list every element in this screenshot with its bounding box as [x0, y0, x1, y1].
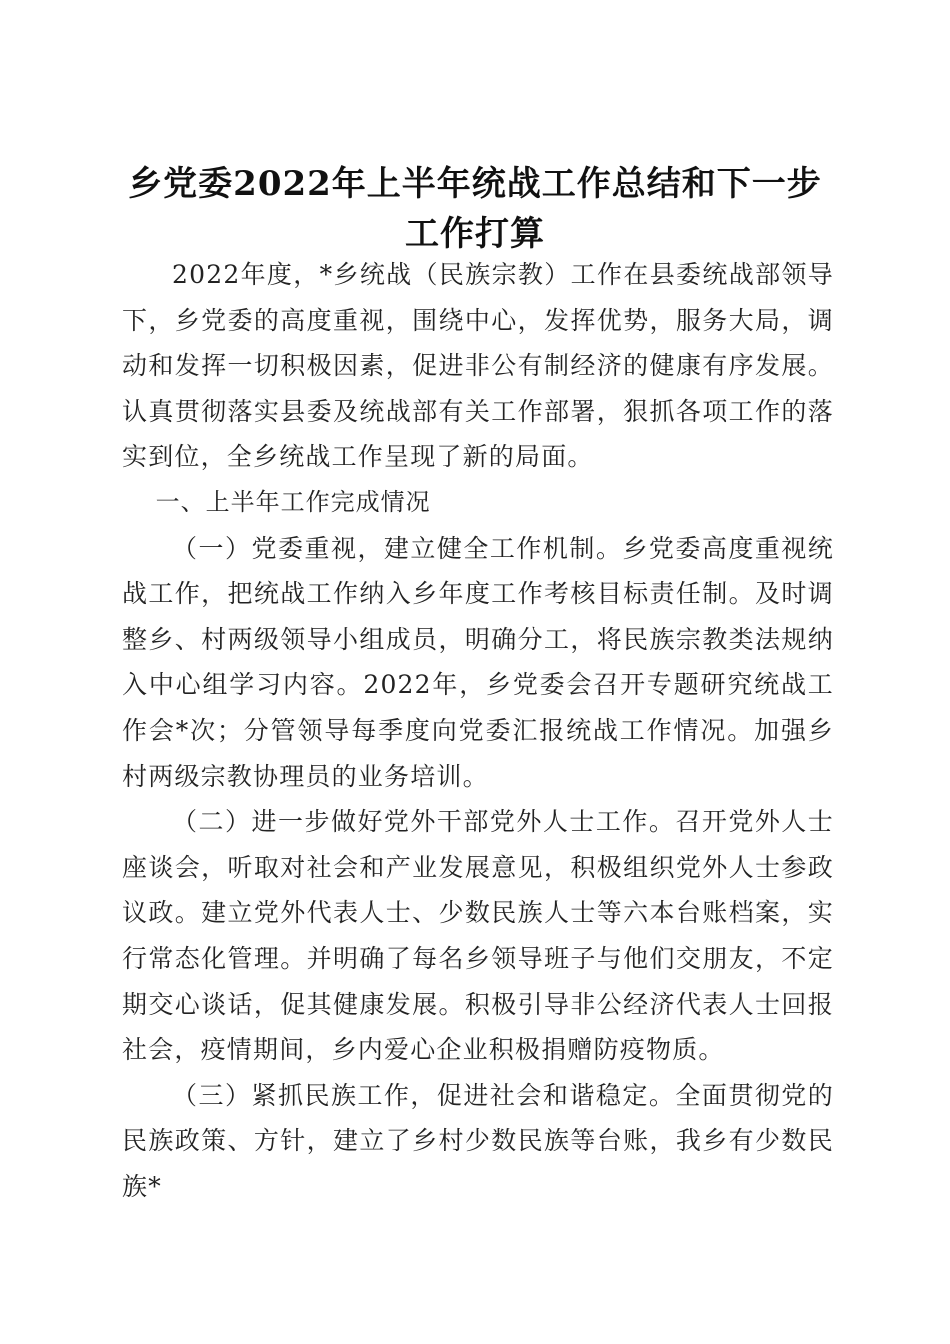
item-paragraph: [122, 799, 834, 1073]
title-line-1: 乡党委2022年上半年统战工作总结和下一步: [128, 163, 822, 204]
item-heading: （一）党委重视，建立健全工作机制。: [172, 533, 623, 563]
item-text: 召开党外人士座谈会，听取对社会和产业发展意见，积极组织党外人士参政议政。建立党外代表人士、少数民族人士等六本台账档案，实行常态化管理。并明确了每名乡领导班子与他们交朋友，不定期交心谈话，促其健康发展。积极引导非公经济代表人士回报社会，疫情期间，乡内爱心企业积极捐赠防疫物质。: [122, 807, 834, 1065]
item-text: 全面贯彻党的民族政策、方针，建立了乡村少数民族等台账，我乡有少数民族*: [122, 1080, 834, 1201]
section-heading: 一、上半年工作完成情况: [155, 487, 431, 516]
document-title: [100, 159, 850, 259]
item-heading: （二）进一步做好党外干部党外人士工作。: [172, 807, 676, 837]
title-line-2: 工作打算: [405, 213, 545, 254]
item-paragraph: [122, 1073, 834, 1210]
item-text: 乡党委高度重视统战工作，把统战工作纳入乡年度工作考核目标责任制。及时调整乡、村两级领导小组成员，明确分工，将民族宗教类法规纳入中心组学习内容。2022年，乡党委会召开专题研究统战工作会*次；分管领导每季度向党委汇报统战工作情况。加强乡村两级宗教协理员的业务培训。: [122, 533, 834, 791]
item-paragraph: [122, 526, 834, 800]
document-body: [122, 252, 834, 1209]
item-heading: （三）紧抓民族工作，促进社会和谐稳定。: [172, 1080, 676, 1110]
intro-paragraph: 2022年度，*乡统战（民族宗教）工作在县委统战部领导下，乡党委的高度重视，围绕中心，发挥优势，服务大局，调动和发挥一切积极因素，促进非公有制经济的健康有序发展。认真贯彻落实县委及统战部有关工作部署，狠抓各项工作的落实到位，全乡统战工作呈现了新的局面。: [122, 260, 834, 472]
